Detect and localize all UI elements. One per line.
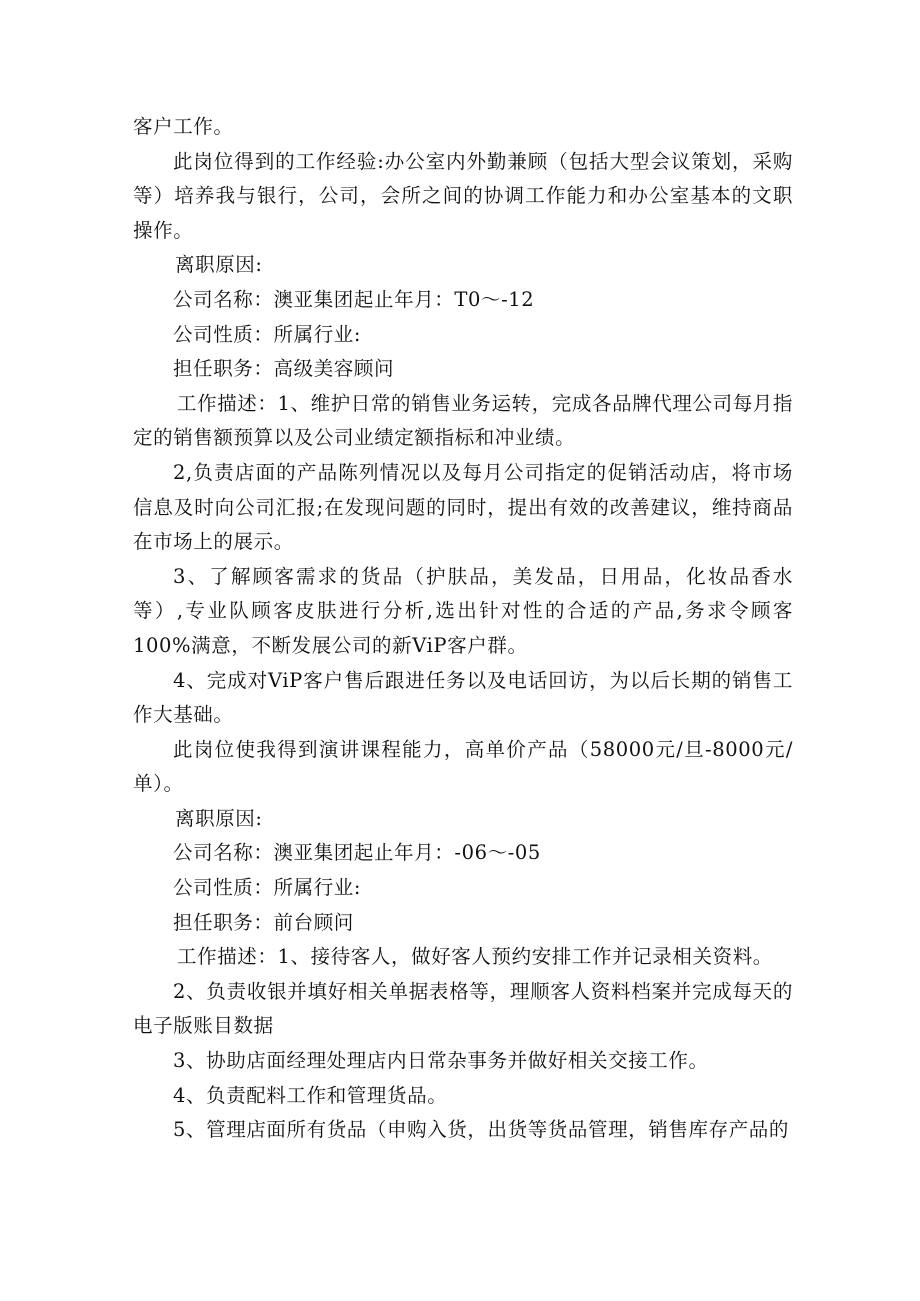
paragraph-leave-reason-1: 离职原因:	[175, 253, 263, 277]
paragraph-job-desc-2-item-3: 3、协助店面经理处理店内日常杂事务并做好相关交接工作。	[173, 1049, 709, 1073]
paragraph-position-2: 担任职务：前台顾问	[173, 910, 354, 934]
paragraph-job-desc-2-item-1: 工作描述：1、接待客人，做好客人预约安排工作并记录相关资料。	[177, 945, 773, 969]
paragraph-job-desc-2-item-5: 5、管理店面所有货品（申购入货，出货等货品管理，销售库存产品的	[173, 1118, 790, 1142]
paragraph-company-type-1: 公司性质：所属行业:	[173, 322, 362, 346]
paragraph-company-name-2: 公司名称：澳亚集团起止年月：-06～-05	[173, 841, 541, 865]
paragraph-company-name-1: 公司名称：澳亚集团起止年月：T0～-12	[173, 287, 535, 311]
paragraph-job-desc-1-item-2: 2,负责店面的产品陈列情况以及每月公司指定的促销活动店，将市场信息及时向公司汇报;在发现问题的同时，提出有效的改善建议，维持商品在市场上的展示。	[133, 460, 793, 554]
paragraph-job-desc-1-item-3: 3、了解顾客需求的货品（护肤品，美发品，日用品，化妆品香水等）,专业队顾客皮肤进行分析,选出针对性的合适的产品,务求令顾客100%满意，不断发展公司的新ViP客户群。	[133, 564, 793, 657]
paragraph-experience-summary-1: 此岗位得到的工作经验:办公室内外勤兼顾（包括大型会议策划，采购等）培养我与银行，公司，会所之间的协调工作能力和办公室基本的文职操作。	[133, 149, 793, 242]
paragraph-continuation: 客户工作。	[133, 115, 234, 138]
paragraph-leave-reason-2: 离职原因:	[175, 806, 263, 830]
paragraph-position-1: 担任职务：高级美容顾问	[173, 357, 395, 381]
paragraph-job-desc-2-item-2: 2、负责收银并填好相关单据表格等，理顺客人资料档案并完成每天的电子版账目数据	[133, 979, 793, 1038]
paragraph-company-type-2: 公司性质：所属行业:	[173, 876, 362, 900]
paragraph-job-desc-1-item-1: 工作描述：1、维护日常的销售业务运转，完成各品牌代理公司每月指定的销售额预算以及公司业绩定额指标和冲业绩。	[133, 391, 794, 450]
paragraph-job-desc-2-item-4: 4、负责配料工作和管理货品。	[173, 1083, 448, 1107]
document-body	[133, 110, 793, 1148]
paragraph-experience-summary-2: 此岗位使我得到演讲课程能力，高单价产品（58000元/旦-8000元/单）。	[133, 737, 793, 796]
paragraph-job-desc-1-item-4: 4、完成对ViP客户售后跟进任务以及电话回访，为以后长期的销售工作大基础。	[133, 668, 793, 727]
